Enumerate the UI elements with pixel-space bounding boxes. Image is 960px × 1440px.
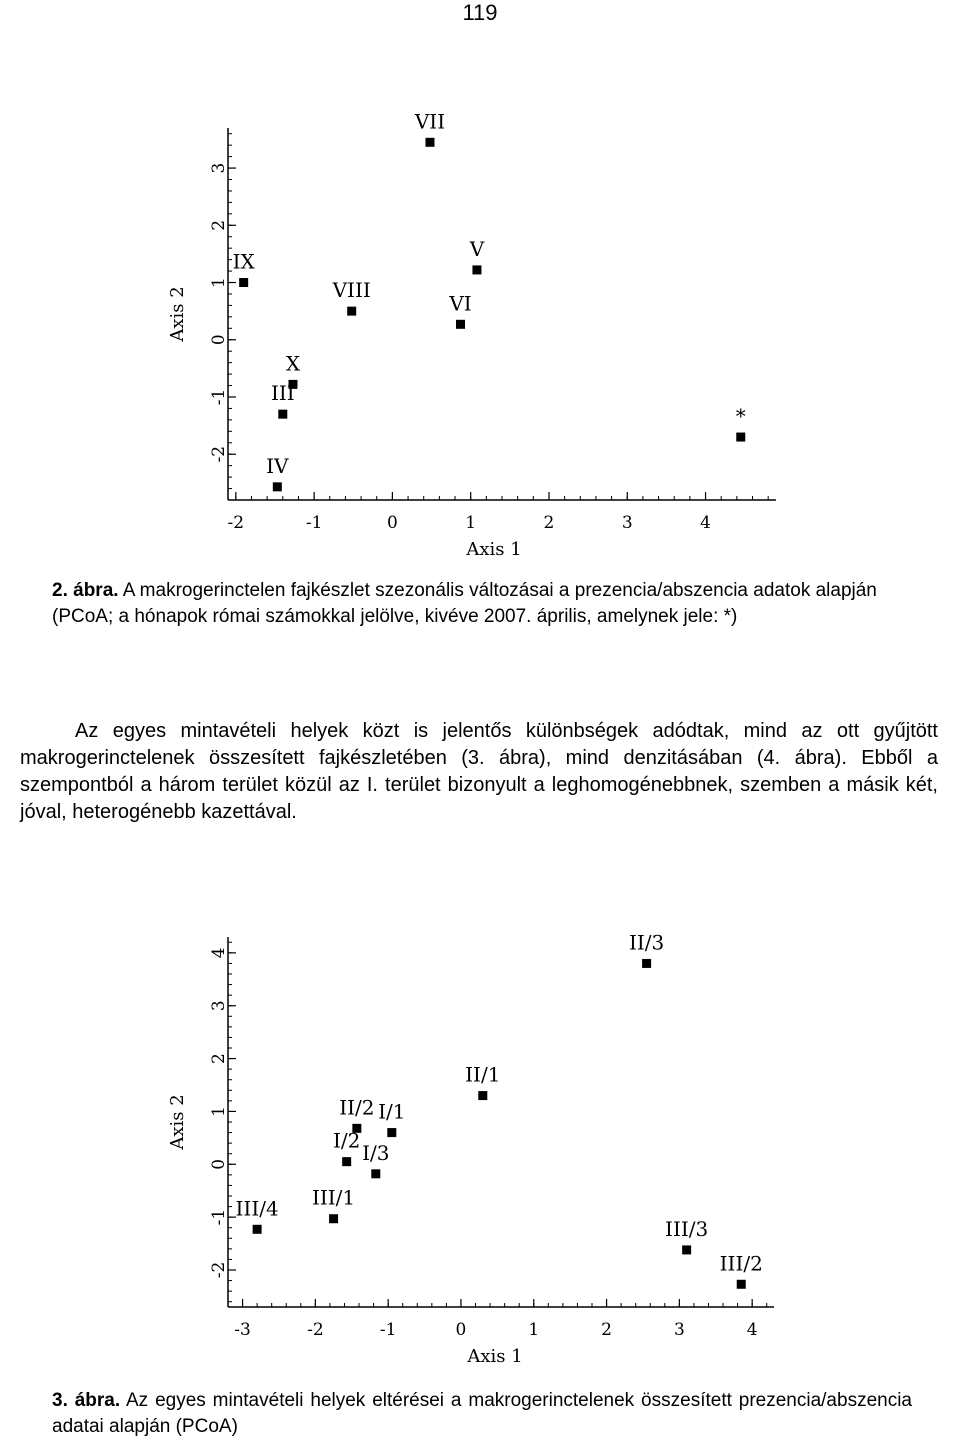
data-point-label: I/2 xyxy=(332,1128,361,1153)
data-point-marker xyxy=(642,959,651,968)
data-point-label: III/4 xyxy=(235,1196,279,1221)
data-point-label: I/1 xyxy=(378,1099,406,1124)
data-point-marker xyxy=(737,1280,746,1289)
x-tick-label: -1 xyxy=(305,513,323,533)
data-point-label: III xyxy=(270,381,295,406)
figure-3-caption-label: 3. ábra. xyxy=(52,1390,121,1411)
y-axis-title: Axis 2 xyxy=(167,1094,188,1150)
y-tick-label: 4 xyxy=(209,947,229,959)
x-tick-label: 1 xyxy=(465,513,477,533)
data-point-label: I/3 xyxy=(362,1140,390,1165)
figure-3-caption-text: Az egyes mintavételi helyek eltérései a makrogerinctelenek összesített prezencia/abszencia adatai alapján (PCoA) xyxy=(52,1390,912,1437)
data-point-label: III/1 xyxy=(311,1185,356,1210)
x-tick-label: -3 xyxy=(234,1320,251,1340)
data-point-marker xyxy=(456,320,465,329)
data-point-marker xyxy=(329,1214,338,1223)
x-tick-label: 2 xyxy=(543,513,555,533)
y-tick-label: -2 xyxy=(209,1261,229,1279)
x-tick-label: 2 xyxy=(601,1320,612,1340)
y-tick-label: -1 xyxy=(209,1208,229,1226)
figure-2-caption-label: 2. ábra. xyxy=(52,580,119,601)
data-point-marker xyxy=(387,1128,396,1137)
data-point-marker xyxy=(273,482,282,491)
x-tick-label: -1 xyxy=(379,1320,397,1340)
data-point-marker xyxy=(682,1245,691,1254)
data-point-marker xyxy=(253,1225,262,1234)
y-tick-label: 0 xyxy=(209,1158,229,1170)
x-axis-title: Axis 1 xyxy=(467,1346,523,1367)
y-tick-label: 0 xyxy=(209,334,229,346)
x-tick-label: 4 xyxy=(700,513,711,533)
figure-3-caption xyxy=(52,1388,912,1440)
y-tick-label: 3 xyxy=(209,1000,229,1012)
data-point-marker xyxy=(278,410,287,419)
data-point-marker xyxy=(478,1091,487,1100)
data-point-label: II/3 xyxy=(628,930,665,955)
data-point-label: X xyxy=(285,351,301,376)
data-point-label: VIII xyxy=(332,278,371,303)
data-point-label: IV xyxy=(266,453,289,478)
x-tick-label: 4 xyxy=(746,1320,758,1340)
data-point-label: III/3 xyxy=(665,1216,709,1241)
x-tick-label: 0 xyxy=(455,1320,467,1340)
data-point-marker xyxy=(347,307,356,316)
data-point-label: II/2 xyxy=(339,1095,375,1120)
x-axis-title: Axis 1 xyxy=(466,539,522,560)
y-tick-label: 2 xyxy=(209,219,229,231)
data-point-label: II/1 xyxy=(465,1062,501,1087)
scatter-plot-seasonal xyxy=(0,100,800,570)
x-tick-label: -2 xyxy=(227,513,245,533)
page-number: 119 xyxy=(462,0,498,25)
y-axis-title: Axis 2 xyxy=(167,286,188,342)
data-point-marker xyxy=(371,1169,380,1178)
x-tick-label: -2 xyxy=(307,1320,324,1340)
data-point-marker xyxy=(472,265,481,274)
data-point-label: VI xyxy=(449,291,472,316)
y-tick-label: 2 xyxy=(209,1053,229,1064)
data-point-label: III/2 xyxy=(719,1251,763,1276)
y-tick-label: -1 xyxy=(209,388,229,406)
x-tick-label: 1 xyxy=(528,1320,540,1340)
y-tick-label: 1 xyxy=(209,277,229,288)
data-point-marker xyxy=(425,138,434,147)
data-point-label: IX xyxy=(232,249,255,274)
data-point-label: * xyxy=(735,404,746,429)
data-point-label: VII xyxy=(414,109,446,134)
data-point-marker xyxy=(736,433,745,442)
y-tick-label: 1 xyxy=(209,1106,229,1117)
data-point-marker xyxy=(342,1157,351,1166)
figure-2-caption-text: A makrogerinctelen fajkészlet szezonális változásai a prezencia/abszencia adatok alapján (PCoA; a hónapok római számokkal jelölve, kivéve 2007. április, amelynek jele: *) xyxy=(52,580,877,627)
body-paragraph: Az egyes mintavételi helyek közt is jelentős különbségek adódtak, mind az ott gyűjtött makrogerinctelenek összesített fajkészletében (3. ábra), mind denzitásában (4. ábra). Ebből a szempontból a három terület közül az I. terület bizonyult a leghomogénebbnek, szemben a másik két, jóval, heterogénebb kazettával. xyxy=(20,720,938,823)
data-point-label: V xyxy=(469,236,485,261)
figure-2-caption xyxy=(52,578,912,630)
y-tick-label: -2 xyxy=(209,445,229,463)
x-tick-label: 3 xyxy=(673,1320,685,1340)
data-point-marker xyxy=(239,278,248,287)
x-tick-label: 3 xyxy=(621,513,633,533)
x-tick-label: 0 xyxy=(386,513,398,533)
y-tick-label: 3 xyxy=(209,162,229,174)
scatter-plot-sites xyxy=(0,915,800,1375)
